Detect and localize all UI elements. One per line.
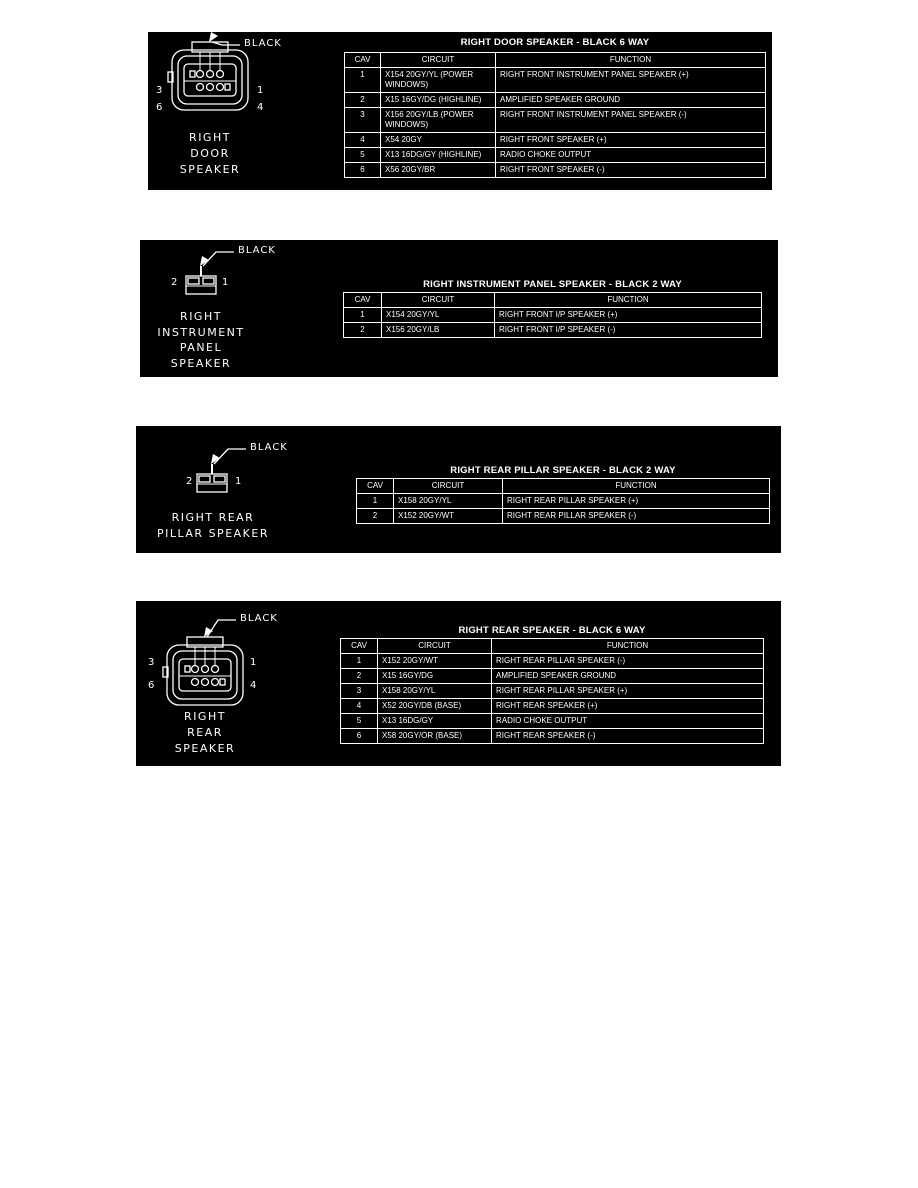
table-header-row	[345, 53, 766, 68]
table-row	[345, 108, 766, 133]
column-header-cav: CAV	[344, 293, 382, 308]
circuit-cell: X13 16DG/GY	[378, 714, 492, 729]
column-header-function: FUNCTION	[496, 53, 766, 68]
connector-panel	[136, 426, 781, 553]
table-row	[357, 494, 770, 509]
connector-name-line: INSTRUMENT	[157, 325, 245, 339]
table-row	[345, 148, 766, 163]
cav-cell: 2	[341, 669, 378, 684]
circuit-cell: X13 16DG/GY (HIGHLINE)	[381, 148, 496, 163]
function-cell: RIGHT FRONT I/P SPEAKER (-)	[495, 323, 762, 338]
cav-cell: 1	[341, 654, 378, 669]
table-row	[357, 509, 770, 524]
pin-number-label: 3	[156, 85, 164, 96]
function-cell: RIGHT REAR PILLAR SPEAKER (+)	[503, 494, 770, 509]
cav-cell: 4	[341, 699, 378, 714]
column-header-function: FUNCTION	[492, 639, 764, 654]
cav-cell: 6	[341, 729, 378, 744]
connector-name-line: RIGHT	[184, 710, 226, 723]
function-cell: RIGHT FRONT INSTRUMENT PANEL SPEAKER (+)	[496, 68, 766, 93]
circuit-cell: X58 20GY/OR (BASE)	[378, 729, 492, 744]
function-cell: RIGHT FRONT SPEAKER (-)	[496, 163, 766, 178]
connector-panel	[136, 601, 781, 766]
connector-name-line: DOOR	[190, 147, 230, 160]
table-header-row	[341, 639, 764, 654]
connector-icon	[197, 464, 227, 492]
table-header-row	[344, 293, 762, 308]
table-header-row	[357, 479, 770, 494]
table-row	[344, 323, 762, 338]
column-header-cav: CAV	[345, 53, 381, 68]
connector-name-line: PILLAR SPEAKER	[157, 527, 269, 540]
connector-name-line: PANEL	[179, 341, 223, 354]
pin-number-label: 1	[235, 476, 243, 487]
circuit-cell: X156 20GY/LB	[382, 323, 495, 338]
connector-name-line: RIGHT	[189, 131, 231, 144]
column-header-function: FUNCTION	[503, 479, 770, 494]
table-row	[341, 669, 764, 684]
column-header-circuit: CIRCUIT	[381, 53, 496, 68]
function-cell: AMPLIFIED SPEAKER GROUND	[496, 93, 766, 108]
wire-color-label: BLACK	[238, 245, 276, 256]
table-title: RIGHT REAR SPEAKER - BLACK 6 WAY	[458, 625, 646, 636]
function-cell: RIGHT FRONT SPEAKER (+)	[496, 133, 766, 148]
connector-name-line: SPEAKER	[170, 356, 232, 370]
function-cell: RIGHT REAR PILLAR SPEAKER (+)	[492, 684, 764, 699]
cav-cell: 2	[344, 323, 382, 338]
cav-cell: 6	[345, 163, 381, 178]
wire-color-label: BLACK	[250, 442, 288, 453]
table-row	[341, 684, 764, 699]
connector-name-line: RIGHT REAR	[171, 511, 255, 524]
circuit-cell: X52 20GY/DB (BASE)	[378, 699, 492, 714]
connector-icon	[168, 42, 248, 110]
cav-cell: 1	[357, 494, 394, 509]
table-row	[341, 654, 764, 669]
table-row	[345, 68, 766, 93]
connector-pin-table	[344, 52, 766, 178]
pin-number-label: 2	[171, 277, 179, 288]
table-title: RIGHT REAR PILLAR SPEAKER - BLACK 2 WAY	[450, 465, 676, 476]
circuit-cell: X152 20GY/WT	[378, 654, 492, 669]
pin-number-label: 1	[222, 277, 230, 288]
pin-number-label: 6	[156, 102, 164, 113]
pin-number-label: 1	[257, 85, 265, 96]
table-row	[345, 133, 766, 148]
connector-pin-table	[356, 478, 770, 524]
pin-number-label: 2	[186, 476, 194, 487]
wire-color-label: BLACK	[240, 613, 278, 624]
connector-name-line: REAR	[187, 726, 223, 739]
circuit-cell: X154 20GY/YL	[382, 308, 495, 323]
cav-cell: 3	[345, 108, 381, 133]
table-row	[344, 308, 762, 323]
function-cell: RADIO CHOKE OUTPUT	[496, 148, 766, 163]
pin-number-label: 6	[148, 680, 156, 691]
cav-cell: 2	[345, 93, 381, 108]
column-header-circuit: CIRCUIT	[378, 639, 492, 654]
circuit-cell: X158 20GY/YL	[394, 494, 503, 509]
table-row	[345, 93, 766, 108]
circuit-cell: X154 20GY/YL (POWER WINDOWS)	[381, 68, 496, 93]
pin-number-label: 1	[250, 657, 258, 668]
function-cell: RIGHT REAR SPEAKER (-)	[492, 729, 764, 744]
function-cell: RIGHT REAR PILLAR SPEAKER (-)	[492, 654, 764, 669]
wire-color-label: BLACK	[244, 38, 282, 49]
table-title: RIGHT DOOR SPEAKER - BLACK 6 WAY	[460, 37, 650, 48]
connector-icon	[186, 266, 216, 294]
function-cell: RADIO CHOKE OUTPUT	[492, 714, 764, 729]
function-cell: RIGHT REAR PILLAR SPEAKER (-)	[503, 509, 770, 524]
connector-name-line: SPEAKER	[174, 742, 236, 755]
cav-cell: 5	[341, 714, 378, 729]
connector-pin-table	[343, 292, 762, 338]
connector-name-line: RIGHT	[180, 310, 222, 323]
pin-number-label: 4	[257, 102, 265, 113]
table-row	[341, 699, 764, 714]
column-header-circuit: CIRCUIT	[382, 293, 495, 308]
connector-pin-table	[340, 638, 764, 744]
circuit-cell: X15 16GY/DG (HIGHLINE)	[381, 93, 496, 108]
circuit-cell: X152 20GY/WT	[394, 509, 503, 524]
circuit-cell: X158 20GY/YL	[378, 684, 492, 699]
table-row	[345, 163, 766, 178]
function-cell: RIGHT FRONT I/P SPEAKER (+)	[495, 308, 762, 323]
connector-panel	[140, 240, 778, 377]
cav-cell: 3	[341, 684, 378, 699]
column-header-cav: CAV	[341, 639, 378, 654]
column-header-cav: CAV	[357, 479, 394, 494]
column-header-circuit: CIRCUIT	[394, 479, 503, 494]
circuit-cell: X56 20GY/BR	[381, 163, 496, 178]
cav-cell: 1	[344, 308, 382, 323]
cav-cell: 2	[357, 509, 394, 524]
pin-number-label: 3	[148, 657, 156, 668]
circuit-cell: X156 20GY/LB (POWER WINDOWS)	[381, 108, 496, 133]
cav-cell: 1	[345, 68, 381, 93]
circuit-cell: X15 16GY/DG	[378, 669, 492, 684]
table-title: RIGHT INSTRUMENT PANEL SPEAKER - BLACK 2 WAY	[423, 279, 682, 290]
function-cell: RIGHT REAR SPEAKER (+)	[492, 699, 764, 714]
connector-name-line: SPEAKER	[179, 163, 241, 176]
connector-icon	[163, 637, 243, 705]
pin-number-label: 4	[250, 680, 258, 691]
function-cell: AMPLIFIED SPEAKER GROUND	[492, 669, 764, 684]
column-header-function: FUNCTION	[495, 293, 762, 308]
circuit-cell: X54 20GY	[381, 133, 496, 148]
connector-panel	[148, 32, 772, 190]
cav-cell: 4	[345, 133, 381, 148]
table-row	[341, 714, 764, 729]
table-row	[341, 729, 764, 744]
cav-cell: 5	[345, 148, 381, 163]
function-cell: RIGHT FRONT INSTRUMENT PANEL SPEAKER (-)	[496, 108, 766, 133]
